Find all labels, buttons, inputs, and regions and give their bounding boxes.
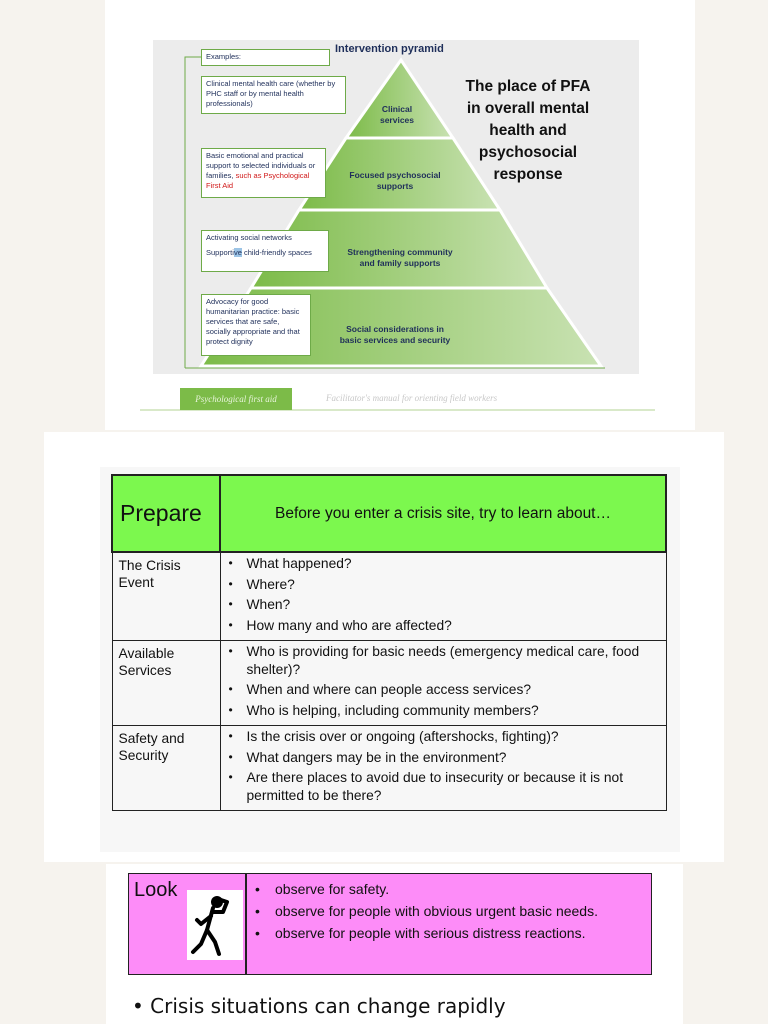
crisis-bullet: • Crisis situations can change rapidly: [132, 994, 506, 1018]
list-item: • When and where can people access services?: [229, 681, 660, 699]
prepare-table: [111, 474, 667, 811]
tier-label-community: Strengthening community and family supports: [347, 247, 453, 268]
list-item: • Who is providing for basic needs (emergency medical care, food shelter)?: [229, 643, 660, 678]
look-label: Look: [134, 879, 178, 901]
list-item: • What happened?: [229, 555, 660, 573]
list-item: • What dangers may be in the environment?: [229, 749, 660, 767]
list-item: • observe for people with serious distress reactions.: [255, 922, 598, 944]
list-item: • When?: [229, 596, 660, 614]
prepare-header-label: Prepare: [112, 475, 220, 552]
examples-label: Examples:: [201, 49, 330, 66]
pyramid-tier-clinical: [346, 60, 453, 138]
tier-label-social: Social considerations in basic services and security: [339, 324, 451, 345]
example-clinical: Clinical mental health care (whether by PHC staff or by mental health professionals): [201, 76, 346, 114]
row-items: [221, 641, 666, 725]
example-community: Activating social networks Supportive child-friendly spaces: [201, 230, 329, 272]
row-label: Safety and Security: [112, 726, 220, 811]
footer-text: Facilitator's manual for orienting field workers: [326, 393, 498, 403]
tier-label-focused: Focused psychosocial supports: [349, 170, 441, 191]
tier-label-clinical: Clinical services: [379, 104, 415, 125]
pyramid-graphic: [105, 0, 695, 430]
prepare-slide: [44, 432, 724, 862]
table-row: [112, 641, 666, 726]
look-slide: [106, 864, 683, 1024]
person-looking-icon: [187, 890, 243, 960]
footer-tab: Psychological first aid: [180, 388, 292, 410]
row-items: [221, 726, 666, 810]
list-item: • Who is helping, including community members?: [229, 702, 660, 720]
list-item: • Are there places to avoid due to insecurity or because it is not permitted to be there?: [229, 769, 660, 804]
row-items: [221, 553, 666, 640]
list-item: • Where?: [229, 576, 660, 594]
pyramid-title: Intervention pyramid: [335, 43, 444, 55]
table-row: [112, 726, 666, 811]
row-label: Available Services: [112, 641, 220, 726]
list-item: • How many and who are affected?: [229, 617, 660, 635]
look-list: [255, 878, 598, 944]
look-divider: [245, 874, 247, 974]
list-item: • Is the crisis over or ongoing (aftershocks, fighting)?: [229, 728, 660, 746]
row-label: The Crisis Event: [112, 552, 220, 641]
pfa-heading: The place of PFA in overall mental health and psychosocial response: [465, 78, 591, 183]
prepare-header-row: [112, 475, 666, 552]
table-row: [112, 552, 666, 641]
look-box: [128, 873, 652, 975]
manual-footer: [140, 388, 655, 412]
prepare-header-text: Before you enter a crisis site, try to learn about…: [220, 475, 666, 552]
list-item: • observe for safety.: [255, 878, 598, 900]
intervention-pyramid-figure: [105, 0, 695, 430]
example-social: Advocacy for good humanitarian practice: basic services that are safe, socially appropriate and that protect dignity: [201, 294, 311, 356]
example-focused: Basic emotional and practical support to selected individuals or families, such as Psychological First Aid: [201, 148, 326, 198]
list-item: • observe for people with obvious urgent basic needs.: [255, 900, 598, 922]
